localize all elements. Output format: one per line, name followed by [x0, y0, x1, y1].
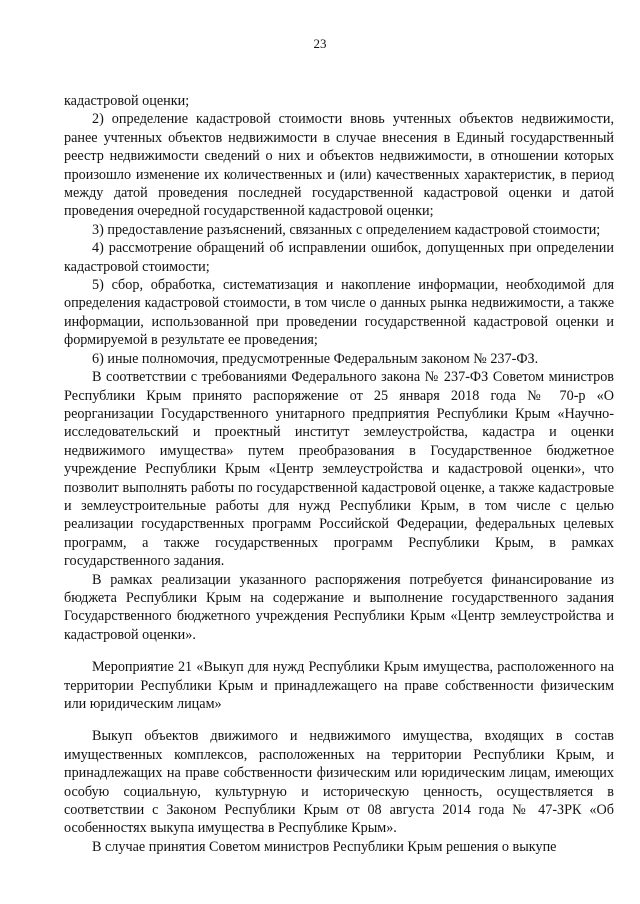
page-number: 23 [313, 36, 327, 51]
paragraph-item-3: 3) предоставление разъяснений, связанных с определением кадастровой стоимости; [92, 221, 601, 238]
section-heading-measure-21: Мероприятие 21 «Выкуп для нужд Республики Крым имущества, расположенного на территории Республики Крым и принадлежащего на праве собственности физическим или юридическим лицам» [64, 659, 614, 712]
document-body [64, 92, 614, 856]
paragraph-financing: В рамках реализации указанного распоряжения потребуется финансирование из бюджета Республики Крым на содержание и выполнение государственного задания Государственного бюджетного учреждения Республики Крым «Центр землеустройства и кадастровой оценки». [64, 571, 614, 643]
paragraph-buyout: Выкуп объектов движимого и недвижимого имущества, входящих в состав имущественных комплексов, расположенных на территории Республики Крым, и принадлежащих на праве собственности физическим или юридическим лицам, имеющих особую социальную, культурную и историческую ценность, осуществляется в соответствии с Законом Республики Крым от 08 августа 2014 года № 47-ЗРК «Об особенностях выкупа имущества в Республике Крым». [64, 728, 614, 837]
paragraph-item-6: 6) иные полномочия, предусмотренные Федеральным законом № 237-ФЗ. [92, 350, 539, 367]
paragraph-item-5: 5) сбор, обработка, систематизация и накопление информации, необходимой для определения кадастровой стоимости, в том числе о данных рынка недвижимости, а также информации, использованной при проведении государственной кадастровой оценки и формируемой в результате ее проведения; [64, 277, 614, 349]
paragraph-reorganization: В соответствии с требованиями Федерального закона № 237-ФЗ Советом министров Республики Крым принято распоряжение от 25 января 2018 года № 70-р «О реорганизации Государственного унитарного предприятия Республики Крым «Научно-исследовательский и проектный институт землеустройства, кадастра и оценки недвижимого имущества» путем преобразования в Государственное бюджетное учреждение Республики Крым «Центр землеустройства и кадастровой оценки», что позволит выполнять работы по государственной кадастровой оценке, а также кадастровые и землеустроительные работы для нужд Республики Крым, в том числе с целью реализации государственных программ Российской Федерации, федеральных целевых программ, а также государственных программ Республики Крым, в рамках государственного задания. [64, 369, 614, 570]
paragraph-item-2: 2) определение кадастровой стоимости вновь учтенных объектов недвижимости, ранее учтенных объектов недвижимости в случае внесения в Единый государственный реестр недвижимости сведений о них и объектов недвижимости, в отношении которых произошло изменение их количественных и (или) качественных характеристик, в период между датой проведения последней государственной кадастровой оценки и датой проведения очередной государственной кадастровой оценки; [64, 111, 614, 220]
paragraph-item-4: 4) рассмотрение обращений об исправлении ошибок, допущенных при определении кадастровой стоимости; [64, 240, 614, 275]
paragraph-continuation: кадастровой оценки; [64, 93, 190, 109]
paragraph-decision: В случае принятия Советом министров Республики Крым решения о выкупе [92, 838, 557, 855]
